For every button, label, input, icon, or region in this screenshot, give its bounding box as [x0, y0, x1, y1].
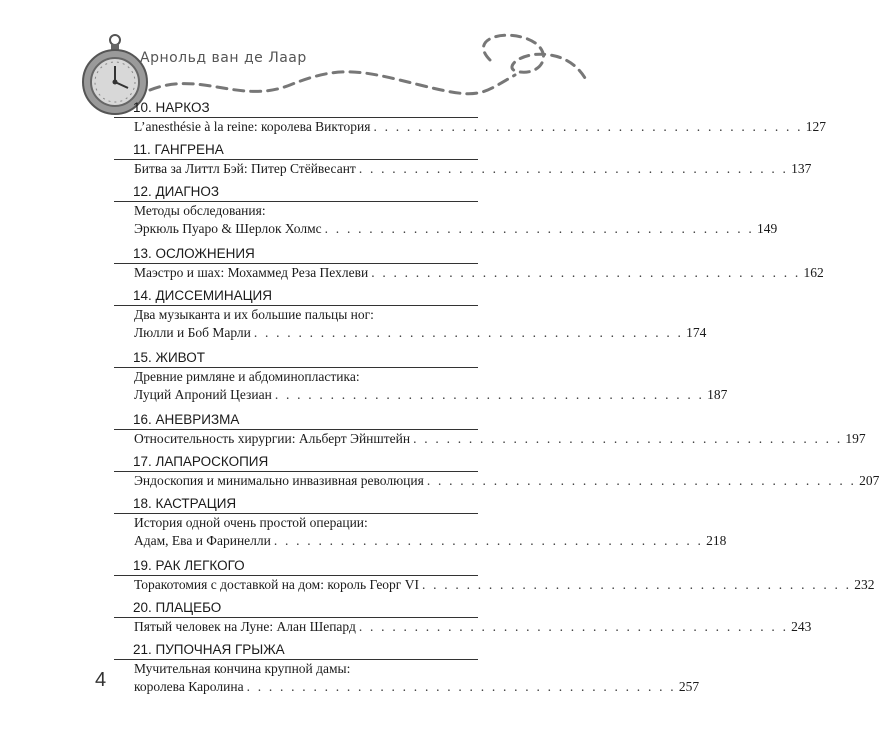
toc-chapter — [133, 287, 707, 342]
entry-line — [133, 220, 778, 238]
chapter-title: 10. НАРКОЗ — [133, 100, 210, 115]
entry-line — [133, 306, 478, 324]
chapter-title: 21. ПУПОЧНАЯ ГРЫЖА — [133, 642, 285, 657]
entry-text: Два музыканта и их большие пальцы ног: — [134, 307, 374, 322]
entry-text: Битва за Литтл Бэй: Питер Стёйвесант — [134, 161, 356, 176]
entry-line — [133, 160, 812, 178]
dot-leader: . . . . . . . . . . . . . . . . . . . . . . . . . . . . . . . . . . . . . . . — [324, 221, 754, 236]
entry-line — [133, 118, 826, 136]
dot-leader: . . . . . . . . . . . . . . . . . . . . . . . . . . . . . . . . . . . . . . . — [253, 325, 684, 340]
toc-chapter — [133, 495, 727, 550]
entry-page-number: 162 — [803, 265, 824, 280]
entry-line — [133, 514, 478, 532]
entry-text: Адам, Ева и Фаринелли — [134, 533, 271, 548]
entry-line — [133, 660, 478, 678]
chapter-title: 20. ПЛАЦЕБО — [133, 600, 222, 615]
dot-leader: . . . . . . . . . . . . . . . . . . . . . . . . . . . . . . . . . . . . . . . — [358, 161, 789, 176]
dot-leader: . . . . . . . . . . . . . . . . . . . . . . . . . . . . . . . . . . . . . . . — [371, 265, 801, 280]
entry-page-number: 218 — [706, 533, 727, 548]
entry-text: королева Каролина — [134, 679, 244, 694]
entry-page-number: 149 — [756, 221, 778, 236]
entry-text: Мучительная кончина крупной дамы: — [134, 661, 351, 676]
entry-text: Торакотомия с доставкой на дом: король Георг VI — [134, 577, 419, 592]
entry-page-number: 187 — [707, 387, 728, 402]
entry-line — [133, 472, 879, 490]
entry-page-number: 207 — [859, 473, 879, 488]
toc-chapter — [133, 245, 824, 282]
chapter-title: 15. ЖИВОТ — [133, 350, 205, 365]
entry-line — [133, 202, 478, 220]
entry-text: Маэстро и шах: Мохаммед Реза Пехлеви — [134, 265, 369, 280]
toc-chapter — [133, 411, 866, 448]
entry-text: Эндоскопия и минимально инвазивная революция — [134, 473, 424, 488]
dot-leader: . . . . . . . . . . . . . . . . . . . . . . . . . . . . . . . . . . . . . . . — [358, 619, 789, 634]
entry-text: Древние римляне и абдоминопластика: — [134, 369, 360, 384]
entry-page-number: 174 — [686, 325, 707, 340]
entry-page-number: 257 — [678, 679, 700, 694]
dot-leader: . . . . . . . . . . . . . . . . . . . . . . . . . . . . . . . . . . . . . . . — [421, 577, 852, 592]
chapter-title: 16. АНЕВРИЗМА — [133, 412, 240, 427]
entry-text: Методы обследования: — [134, 203, 266, 218]
entry-page-number: 137 — [791, 161, 812, 176]
entry-line — [133, 430, 866, 448]
dot-leader: . . . . . . . . . . . . . . . . . . . . . . . . . . . . . . . . . . . . . . . — [273, 533, 704, 548]
dot-leader: . . . . . . . . . . . . . . . . . . . . . . . . . . . . . . . . . . . . . . . — [246, 679, 676, 694]
chapter-title: 12. ДИАГНОЗ — [133, 184, 220, 199]
chapter-title: 13. ОСЛОЖНЕНИЯ — [133, 246, 255, 261]
entry-page-number: 127 — [805, 119, 826, 134]
toc-chapter — [133, 349, 728, 404]
entry-page-number: 232 — [854, 577, 875, 592]
toc-chapter — [133, 99, 826, 136]
entry-line — [133, 532, 727, 550]
chapter-title: 14. ДИССЕМИНАЦИЯ — [133, 288, 273, 303]
chapter-title: 19. РАК ЛЕГКОГО — [133, 558, 245, 573]
dot-leader: . . . . . . . . . . . . . . . . . . . . . . . . . . . . . . . . . . . . . . . — [274, 387, 705, 402]
chapter-title: 17. ЛАПАРОСКОПИЯ — [133, 454, 269, 469]
chapter-title: 11. ГАНГРЕНА — [133, 142, 224, 157]
entry-line — [133, 576, 875, 594]
entry-line — [133, 264, 824, 282]
entry-text: Относительность хирургии: Альберт Эйнштейн — [134, 431, 411, 446]
entry-text: Луций Апроний Цезиан — [134, 387, 272, 402]
entry-line — [133, 678, 700, 696]
entry-text: Пятый человек на Луне: Алан Шепард — [134, 619, 356, 634]
toc-chapter — [133, 557, 875, 594]
table-of-contents — [133, 99, 879, 701]
toc-chapter — [133, 183, 778, 238]
dashed-loop-line — [483, 35, 585, 78]
page-number: 4 — [95, 669, 107, 691]
dot-leader: . . . . . . . . . . . . . . . . . . . . . . . . . . . . . . . . . . . . . . . — [413, 431, 843, 446]
toc-chapter — [133, 641, 700, 696]
entry-line — [133, 324, 707, 342]
toc-chapter — [133, 599, 812, 636]
entry-line — [133, 386, 728, 404]
dashed-path-line — [150, 72, 515, 94]
toc-chapter — [133, 453, 879, 490]
entry-text: Люлли и Боб Марли — [134, 325, 251, 340]
chapter-title: 18. КАСТРАЦИЯ — [133, 496, 237, 511]
toc-chapter — [133, 141, 812, 178]
entry-page-number: 197 — [845, 431, 866, 446]
entry-line — [133, 618, 812, 636]
entry-text: История одной очень простой операции: — [134, 515, 368, 530]
entry-line — [133, 368, 478, 386]
dot-leader: . . . . . . . . . . . . . . . . . . . . . . . . . . . . . . . . . . . . . . . — [426, 473, 857, 488]
entry-text: L’anesthésie à la reine: королева Виктория — [134, 119, 371, 134]
author-name: Арнольд ван де Лаар — [140, 50, 307, 66]
dot-leader: . . . . . . . . . . . . . . . . . . . . . . . . . . . . . . . . . . . . . . . — [373, 119, 803, 134]
entry-text: Эркюль Пуаро & Шерлок Холмс — [134, 221, 322, 236]
entry-page-number: 243 — [791, 619, 812, 634]
